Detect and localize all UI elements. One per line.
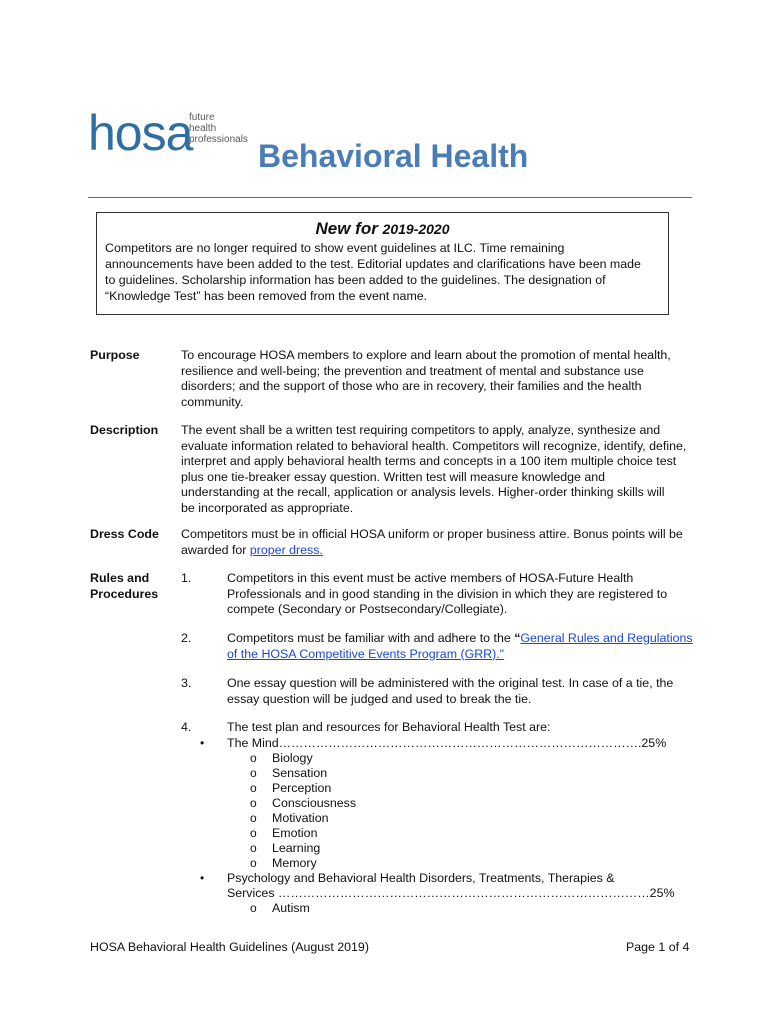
sub-bullet-icon: o: [250, 781, 257, 795]
hosa-logo: [88, 105, 248, 161]
text-line: evaluate information related to behavioral health. Competitors will recognize, identify, define,: [181, 438, 687, 453]
rule-number: 4.: [181, 720, 192, 734]
rule-item-2: [227, 631, 693, 662]
psych-line: Psychology and Behavioral Health Disorders, Treatments, Therapies &: [227, 871, 615, 885]
sub-bullet-icon: o: [250, 826, 257, 840]
text-line: To encourage HOSA members to explore and learn about the promotion of mental health,: [181, 348, 671, 362]
text-line: interpret and apply behavioral health terms and concepts in a 100 item multiple choice test: [181, 454, 677, 468]
logo-tagline-line: health: [189, 123, 217, 134]
sub-item: Sensation: [272, 766, 328, 780]
text-line: resilience and well-being; the prevention and treatment of mental and substance use: [181, 363, 644, 378]
rule-item-1: [227, 571, 693, 618]
footer-title: HOSA Behavioral Health Guidelines (August 2019): [90, 940, 369, 954]
text-line: understanding at the recall, application or analysis levels. Higher-order thinking skills will: [181, 485, 665, 499]
text-line: essay question will be judged and used to break the tie.: [227, 691, 532, 706]
sub-bullet-icon: o: [250, 841, 257, 855]
text-line: compete (Secondary or Postsecondary/Collegiate).: [227, 602, 508, 616]
page-number: Page 1 of 4: [626, 940, 690, 954]
text-line: Competitors must be in official HOSA uniform or proper business attire. Bonus points will be: [181, 527, 683, 541]
sub-bullet-icon: o: [250, 856, 257, 870]
description-text: [181, 423, 693, 516]
sub-item: Perception: [272, 781, 332, 795]
sub-item: Autism: [272, 901, 310, 915]
sub-item: Emotion: [272, 826, 318, 840]
text-line: disorders; and the support of those who are in recovery, their families and the health: [181, 379, 642, 393]
rule-number: 2.: [181, 631, 192, 645]
new-for-text: [105, 240, 660, 304]
new-for-line: announcements have been added to the test. Editorial updates and clarifications have been made: [105, 257, 641, 271]
sub-item: Motivation: [272, 811, 329, 825]
sub-bullet-icon: o: [250, 766, 257, 780]
text-line: One essay question will be administered with the original test. In case of a tie, the: [227, 676, 674, 690]
sub-item: Memory: [272, 856, 317, 870]
rules-label: [90, 571, 158, 602]
sub-bullet-icon: o: [250, 901, 257, 915]
text-line: [227, 647, 693, 663]
grr-link-continued[interactable]: of the HOSA Competitive Events Program (GRR).": [227, 646, 505, 661]
mind-line: The Mind…………………………………………………………………………….25%: [227, 736, 667, 750]
rule-item-3: [227, 676, 693, 707]
dress-code-text: [181, 527, 693, 558]
logo-tagline-line: future: [189, 112, 215, 123]
sub-item: Learning: [272, 841, 321, 855]
rule-2-prefix: Competitors must be familiar with and adhere to the: [227, 631, 515, 645]
bullet-icon: •: [200, 736, 205, 750]
sub-bullet-icon: o: [250, 751, 257, 765]
text-line: plus one tie-breaker essay question. Written test will measure knowledge and: [181, 469, 606, 484]
bullet-icon: •: [200, 871, 205, 885]
open-quote: “: [514, 631, 521, 645]
rule-number: 3.: [181, 676, 192, 690]
text-line: community.: [181, 394, 244, 409]
new-for-line: “Knowledge Test” has been removed from the event name.: [105, 289, 428, 303]
grr-link[interactable]: General Rules and Regulations: [520, 631, 693, 645]
psych-line: Services ………………………………………………………………………………25%: [227, 886, 675, 900]
new-for-line: Competitors are no longer required to show event guidelines at ILC. Time remaining: [105, 241, 565, 255]
logo-tagline: [189, 112, 248, 145]
dress-code-prefix: awarded for: [181, 542, 250, 557]
proper-dress-link[interactable]: proper dress.: [249, 542, 323, 557]
header-divider: [88, 197, 692, 198]
new-for-heading: [97, 219, 668, 239]
page-title: Behavioral Health: [258, 138, 529, 174]
sub-item: Consciousness: [272, 796, 357, 810]
new-for-year: 2019-2020: [382, 221, 450, 237]
new-for-prefix: New for: [315, 219, 383, 238]
rule-number: 1.: [181, 571, 192, 585]
logo-wordmark: hosa: [88, 105, 193, 161]
dress-code-label: Dress Code: [90, 527, 159, 541]
text-line: be incorporated as appropriate.: [181, 500, 354, 515]
rule-item-4-intro: The test plan and resources for Behavioral Health Test are:: [227, 720, 551, 734]
text-line: Competitors in this event must be active members of HOSA-Future Health: [227, 571, 634, 585]
sub-bullet-icon: o: [250, 811, 257, 825]
logo-tagline-line: professionals: [189, 134, 248, 145]
purpose-label: Purpose: [90, 348, 140, 362]
text-line: The event shall be a written test requiring competitors to apply, analyze, synthesize and: [181, 423, 661, 437]
description-label: Description: [90, 423, 159, 437]
purpose-text: [181, 348, 693, 410]
rules-label-line: Rules and: [90, 571, 150, 585]
text-line: [181, 543, 693, 559]
new-for-line: to guidelines. Scholarship information has been added to the guidelines. The designation of: [105, 273, 606, 287]
sub-bullet-icon: o: [250, 796, 257, 810]
new-for-box: [96, 212, 669, 315]
sub-item: Biology: [272, 751, 313, 765]
text-line: Professionals and in good standing in the division in which they are registered to: [227, 586, 668, 601]
text-line: [227, 631, 693, 647]
rules-label-line: Procedures: [90, 586, 159, 601]
